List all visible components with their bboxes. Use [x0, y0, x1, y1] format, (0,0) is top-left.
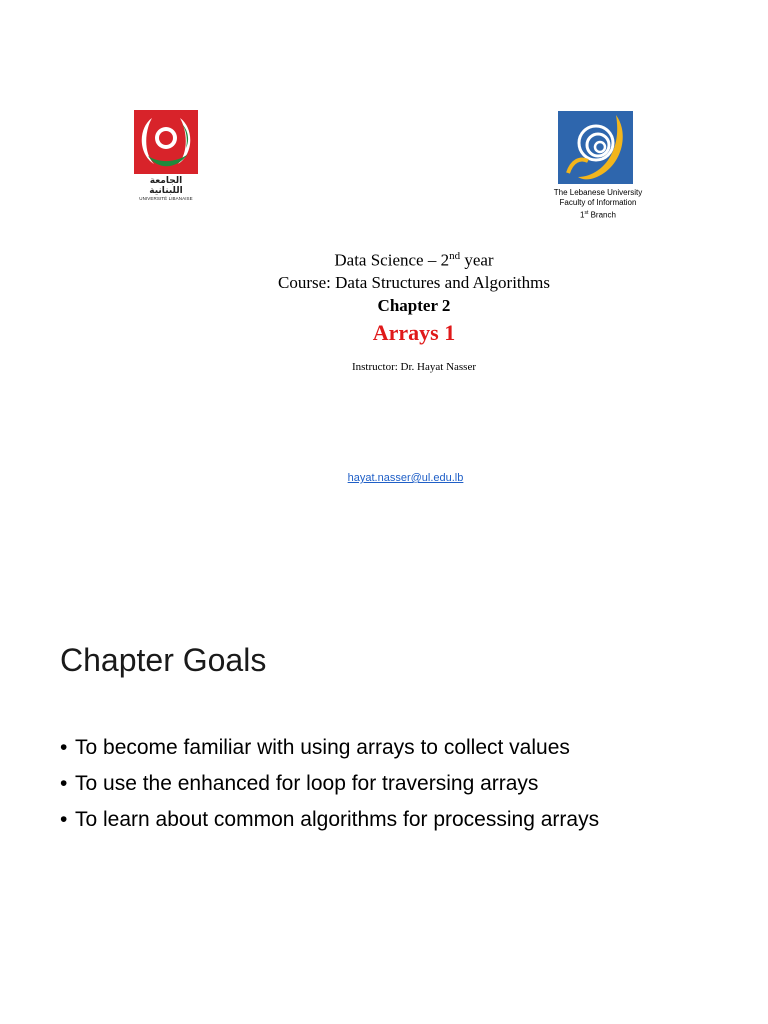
lebanese-university-emblem-icon: [134, 110, 198, 174]
list-item: [60, 766, 599, 802]
french-logo-text: UNIVERSITÉ LIBANAISE: [139, 196, 193, 201]
caption-line-2: Faculty of Information: [559, 198, 637, 207]
topic-title: Arrays 1: [372, 320, 456, 345]
bullet-icon: •: [60, 808, 68, 831]
branch-number: 1: [580, 210, 585, 220]
caption-line-3: [530, 208, 666, 221]
branch-ordinal: st: [584, 210, 589, 216]
arabic-logo-text: الجامعة اللبنانية: [149, 176, 183, 196]
slide-title: Chapter Goals: [60, 642, 267, 678]
caption-line-1: The Lebanese University: [553, 188, 643, 197]
course-title: Course: Data Structures and Algorithms: [278, 273, 550, 292]
goal-text: To use the enhanced for loop for traversing arrays: [75, 772, 539, 795]
program-year: [0, 250, 768, 271]
chapter-label: Chapter 2: [377, 296, 451, 315]
bullet-icon: •: [60, 772, 68, 795]
chapter-goals-slide: [0, 590, 768, 1024]
lebanese-university-logo: [134, 110, 198, 202]
goal-text: To become familiar with using arrays to collect values: [75, 736, 570, 759]
goal-text: To learn about common algorithms for processing arrays: [75, 808, 600, 831]
program-text: Data Science – 2: [334, 250, 450, 270]
instructor-name: Instructor: Dr. Hayat Nasser: [351, 361, 477, 373]
bullet-icon: •: [60, 736, 68, 759]
branch-label: Branch: [588, 210, 616, 220]
year-text: year: [460, 250, 494, 270]
instructor-email-link[interactable]: hayat.nasser@ul.edu.lb: [347, 472, 464, 484]
faculty-of-information-logo: [558, 111, 633, 184]
list-item: [60, 730, 599, 766]
goals-list: [60, 730, 599, 838]
list-item: [60, 802, 599, 838]
year-ordinal: nd: [449, 250, 461, 262]
faculty-caption: [530, 188, 666, 221]
faculty-emblem-icon: [558, 111, 633, 184]
